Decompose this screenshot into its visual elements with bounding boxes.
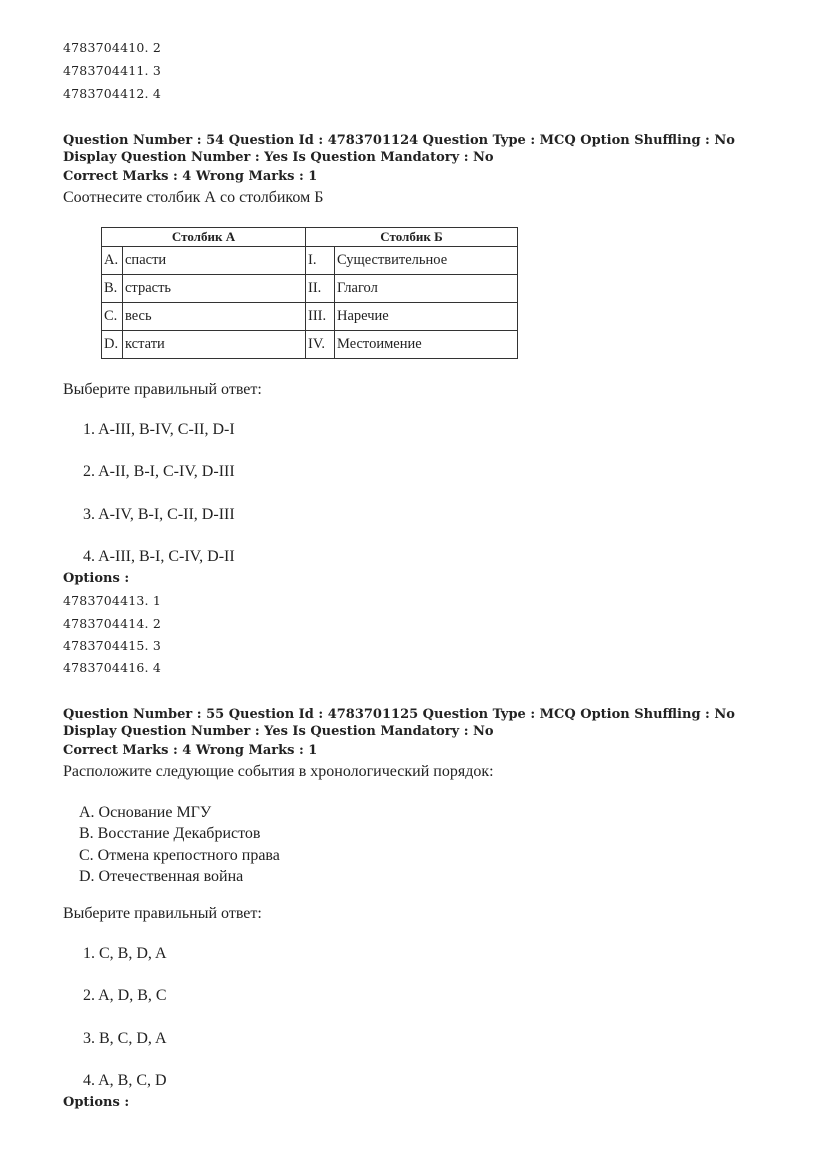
option-id-line: 4783704411. 3 bbox=[63, 63, 162, 78]
row-letter: C. bbox=[102, 303, 123, 331]
option-id-line: 4783704412. 4 bbox=[63, 86, 162, 101]
q54-choice-2: 2. A-II, B-I, C-IV, D-III bbox=[83, 463, 235, 480]
column-b-cell: Местоимение bbox=[335, 331, 518, 359]
row-numeral: IV. bbox=[306, 331, 335, 359]
option-id-line: 4783704416. 4 bbox=[63, 660, 162, 675]
q54-options-label: Options : bbox=[63, 571, 130, 586]
option-id-line: 4783704410. 2 bbox=[63, 40, 162, 55]
q54-marks: Correct Marks : 4 Wrong Marks : 1 bbox=[63, 169, 318, 184]
matching-table-header bbox=[102, 228, 518, 247]
q54-stem: Соотнесите столбик А со столбиком Б bbox=[63, 189, 324, 206]
list-item: A. Основание МГУ bbox=[79, 804, 212, 821]
q55-header: Question Number : 55 Question Id : 4783701125 Question Type : MCQ Option Shuffling : No Display Question Number : Yes Is Question Mandatory : No bbox=[63, 707, 735, 739]
table-row bbox=[102, 331, 518, 359]
q55-prompt: Выберите правильный ответ: bbox=[63, 905, 262, 922]
option-id-line: 4783704414. 2 bbox=[63, 616, 162, 631]
q55-choice-4: 4. A, B, C, D bbox=[83, 1072, 167, 1089]
q54-choice-3: 3. A-IV, B-I, C-II, D-III bbox=[83, 506, 235, 523]
table-row bbox=[102, 303, 518, 331]
row-letter: A. bbox=[102, 247, 123, 275]
q54-prompt: Выберите правильный ответ: bbox=[63, 381, 262, 398]
table-row bbox=[102, 247, 518, 275]
row-numeral: II. bbox=[306, 275, 335, 303]
row-letter: D. bbox=[102, 331, 123, 359]
q55-stem: Расположите следующие события в хронологический порядок: bbox=[63, 763, 494, 780]
matching-table bbox=[101, 227, 518, 359]
q54-header: Question Number : 54 Question Id : 4783701124 Question Type : MCQ Option Shuffling : No Display Question Number : Yes Is Question Mandatory : No bbox=[63, 133, 735, 165]
column-a-cell: весь bbox=[123, 303, 306, 331]
column-a-cell: спасти bbox=[123, 247, 306, 275]
q55-choice-2: 2. A, D, B, C bbox=[83, 987, 167, 1004]
q54-choice-1: 1. A-III, B-IV, C-II, D-I bbox=[83, 421, 235, 438]
row-letter: B. bbox=[102, 275, 123, 303]
column-a-cell: страсть bbox=[123, 275, 306, 303]
row-numeral: I. bbox=[306, 247, 335, 275]
q55-marks: Correct Marks : 4 Wrong Marks : 1 bbox=[63, 743, 318, 758]
q54-choice-4: 4. A-III, B-I, C-IV, D-II bbox=[83, 548, 235, 565]
column-b-cell: Глагол bbox=[335, 275, 518, 303]
q55-options-label: Options : bbox=[63, 1095, 130, 1110]
row-numeral: III. bbox=[306, 303, 335, 331]
column-b-cell: Существительное bbox=[335, 247, 518, 275]
table-row bbox=[102, 275, 518, 303]
column-a-header: Столбик А bbox=[102, 228, 306, 247]
list-item: B. Восстание Декабристов bbox=[79, 825, 261, 842]
option-id-line: 4783704415. 3 bbox=[63, 638, 162, 653]
column-b-header: Столбик Б bbox=[306, 228, 518, 247]
list-item: D. Отечественная война bbox=[79, 868, 244, 885]
q55-choice-1: 1. C, B, D, A bbox=[83, 945, 167, 962]
option-id-line: 4783704413. 1 bbox=[63, 593, 162, 608]
column-a-cell: кстати bbox=[123, 331, 306, 359]
list-item: C. Отмена крепостного права bbox=[79, 847, 280, 864]
q55-choice-3: 3. B, C, D, A bbox=[83, 1030, 167, 1047]
column-b-cell: Наречие bbox=[335, 303, 518, 331]
